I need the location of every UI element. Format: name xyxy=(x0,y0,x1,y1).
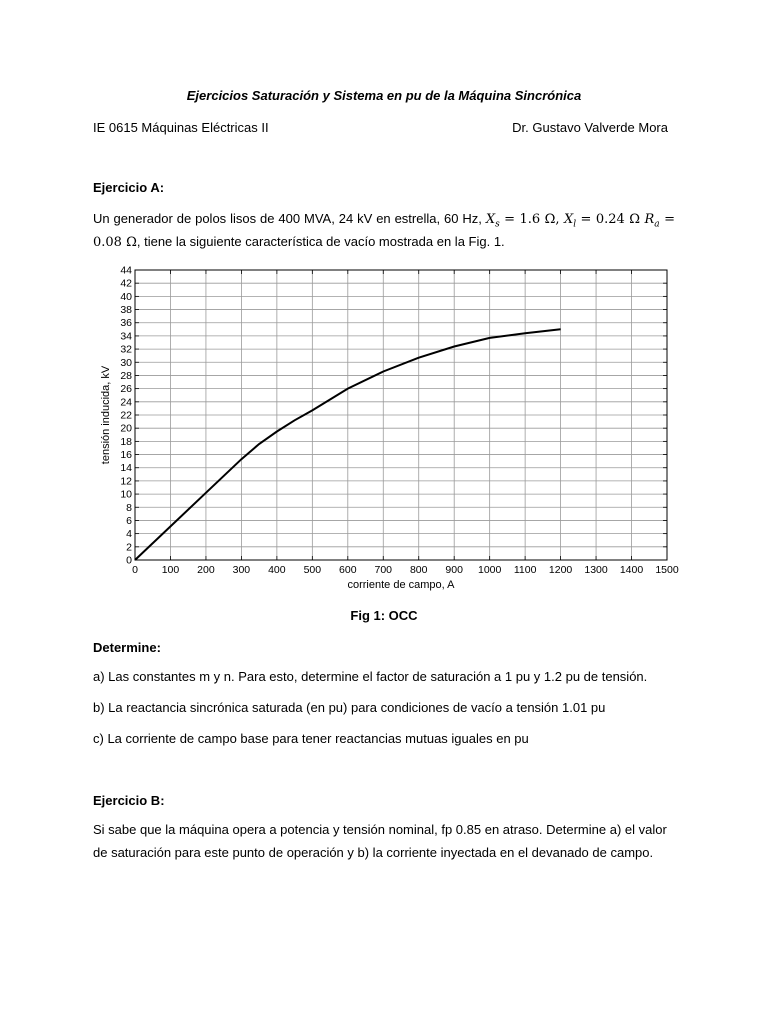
chart-grid xyxy=(135,270,667,560)
y-tick-label: 18 xyxy=(120,435,132,448)
y-tick-label: 4 xyxy=(126,528,132,541)
x-tick-label: 1400 xyxy=(619,564,644,576)
x-tick-label: 1000 xyxy=(477,564,502,576)
y-tick-label: 32 xyxy=(120,343,132,356)
y-tick-label: 2 xyxy=(126,541,132,554)
y-tick-label: 44 xyxy=(120,264,132,277)
x-tick-label: 800 xyxy=(409,564,428,576)
y-tick-label: 12 xyxy=(120,475,132,488)
exercise-b-line1: Si sabe que la máquina opera a potencia y tensión nominal, fp 0.85 en atraso. Determine a) el valor xyxy=(93,822,667,837)
y-tick-label: 24 xyxy=(120,396,132,409)
xs-subscript: s xyxy=(495,219,500,230)
y-tick-label: 28 xyxy=(120,369,132,382)
x-tick-label: 1100 xyxy=(513,564,537,576)
x-tick-label: 700 xyxy=(374,564,393,576)
y-tick-label: 34 xyxy=(120,330,132,343)
y-tick-label: 6 xyxy=(126,514,132,527)
x-tick-label: 600 xyxy=(339,564,357,576)
x-tick-label: 900 xyxy=(445,564,463,576)
question-c: c) La corriente de campo base para tener reactancias mutuas iguales en pu xyxy=(93,731,529,746)
x-tick-label: 200 xyxy=(197,564,215,576)
y-tick-label: 8 xyxy=(126,501,132,514)
question-b: b) La reactancia sincrónica saturada (en pu) para condiciones de vacío a tensión 1.01 pu xyxy=(93,700,606,715)
y-tick-label: 40 xyxy=(120,290,132,303)
y-tick-label: 14 xyxy=(120,462,132,475)
exercise-b-line2: de saturación para este punto de operación y b) la corriente inyectada en el devanado de campo. xyxy=(93,845,654,860)
x-tick-label: 100 xyxy=(161,564,180,576)
document-title: Ejercicios Saturación y Sistema en pu de la Máquina Sincrónica xyxy=(186,88,582,103)
y-tick-label: 36 xyxy=(120,317,132,330)
author-name: Dr. Gustavo Valverde Mora xyxy=(512,120,668,135)
x-tick-label: 0 xyxy=(132,564,138,576)
x-axis-label: corriente de campo, A xyxy=(347,579,455,591)
x-tick-label: 300 xyxy=(232,564,251,576)
y-tick-label: 42 xyxy=(120,277,132,290)
y-axis-label: tensión inducida, kV xyxy=(100,365,112,465)
question-a: a) Las constantes m y n. Para esto, determine el factor de saturación a 1 pu y 1.2 pu de tensión. xyxy=(93,669,648,684)
y-tick-label: 20 xyxy=(120,422,132,435)
exercise-a-heading: Ejercicio A: xyxy=(93,180,165,195)
y-tick-label: 0 xyxy=(126,554,132,567)
course-code: IE 0615 Máquinas Eléctricas II xyxy=(93,120,269,135)
xs-symbol: X xyxy=(485,212,496,227)
figure-caption: Fig 1: OCC xyxy=(350,608,418,623)
y-tick-label: 16 xyxy=(120,449,132,462)
x-tick-label: 1200 xyxy=(548,564,573,576)
y-tick-label: 26 xyxy=(120,383,132,396)
x-tick-label: 1500 xyxy=(655,564,679,576)
exercise-a-intro-line1: Un generador de polos lisos de 400 MVA, 24 kV en estrella, 60 Hz, $X_s = 1.6$ Ω, $X_l = 0.24$ Ω $R_a$ = xyxy=(93,211,675,230)
x-tick-label: 400 xyxy=(268,564,286,576)
xl-symbol: X xyxy=(563,212,574,227)
determine-heading: Determine: xyxy=(93,640,161,655)
y-tick-label: 10 xyxy=(120,488,132,501)
y-tick-label: 22 xyxy=(120,409,132,422)
ra-subscript: a xyxy=(654,219,660,230)
occ-chart xyxy=(90,262,680,594)
x-tick-label: 500 xyxy=(303,564,322,576)
y-tick-label: 30 xyxy=(120,356,132,369)
y-tick-label: 38 xyxy=(120,304,132,317)
ra-symbol: R xyxy=(644,212,655,227)
xl-subscript: l xyxy=(573,219,577,230)
x-tick-label: 1300 xyxy=(584,564,608,576)
exercise-a-intro-line2: 0.08 Ω, tiene la siguiente característica de vacío mostrada en la Fig. 1. xyxy=(93,234,505,250)
exercise-b-heading: Ejercicio B: xyxy=(93,793,165,808)
chart-tick-labels xyxy=(120,265,679,577)
